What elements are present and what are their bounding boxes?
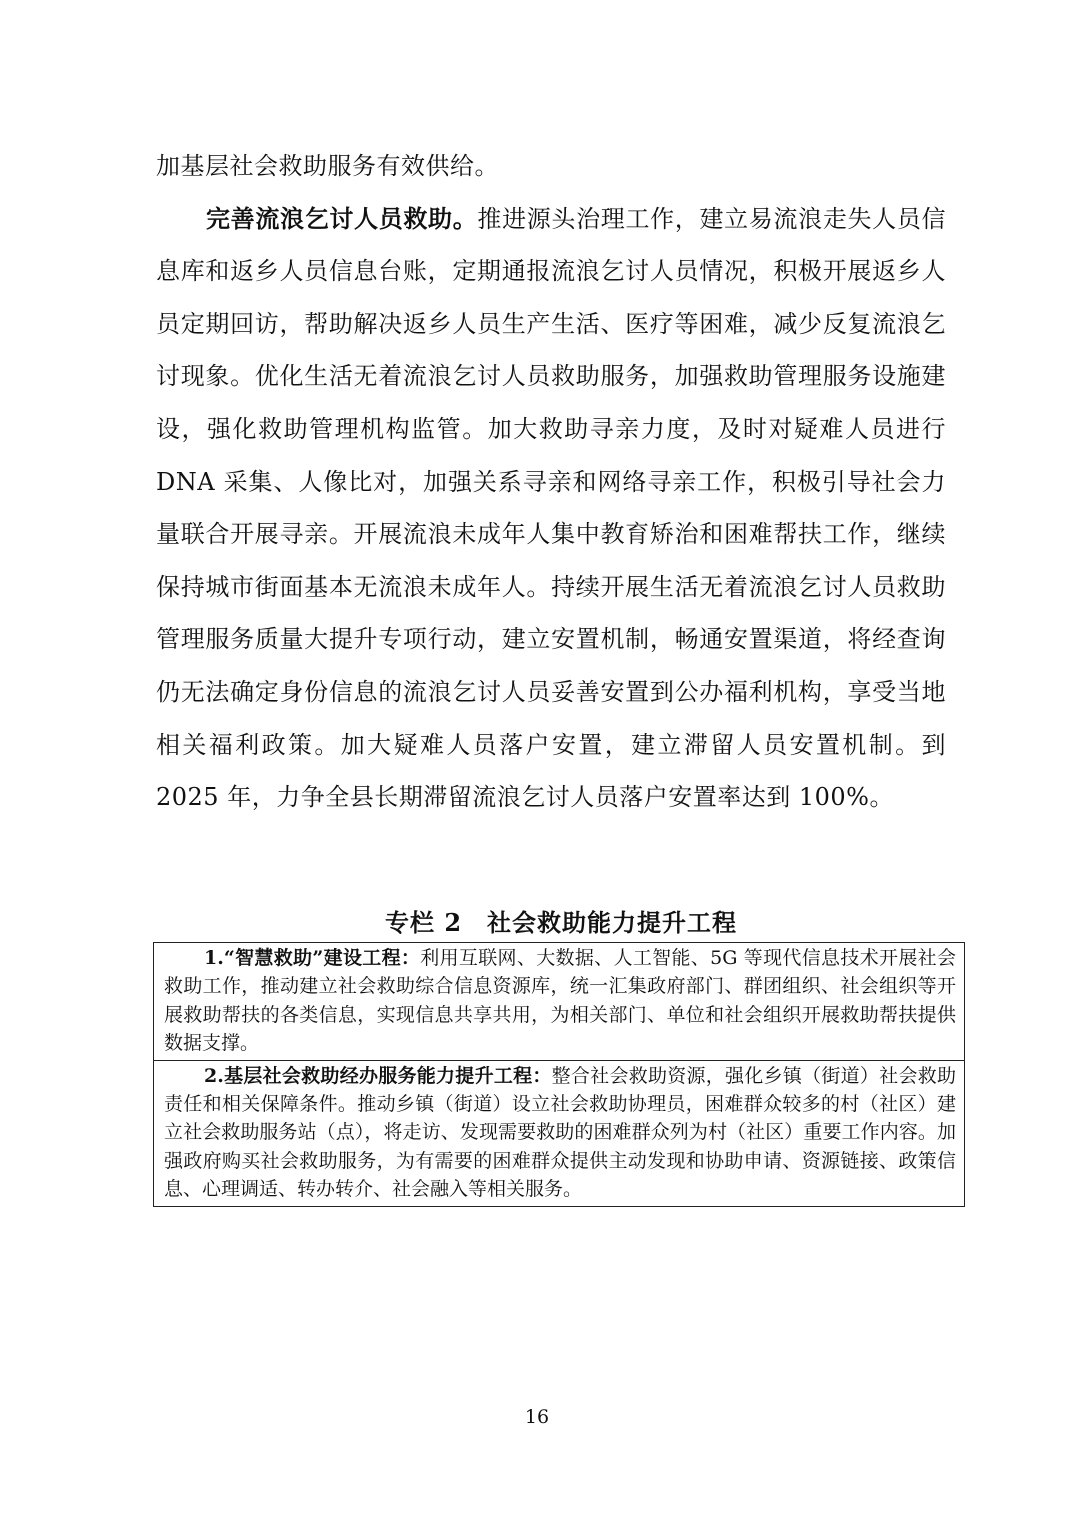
box-item-1-lead: 1.“智慧救助”建设工程： xyxy=(204,947,421,969)
box-item-2-body: 整合社会救助资源，强化乡镇（街道）社会救助责任和相关保障条件。推动乡镇（街道）设立社会救助协理员，困难群众较多的村（社区）建立社会救助服务站（点），将走访、发现需要救助的困难群众列为村（社区）重要工作内容。加强政府购买社会救助服务，为有需要的困难群众提供主动发现和协助申请、资源链接、政策信息、心理调适、转办转介、社会融入等相关服务。 xyxy=(164,1064,956,1201)
box-item-2 xyxy=(154,1060,964,1206)
box-title: 专栏 2 社会救助能力提升工程 xyxy=(384,908,738,937)
main-body xyxy=(156,140,946,824)
feature-box xyxy=(153,942,965,1207)
section-body: 推进源头治理工作，建立易流浪走失人员信息库和返乡人员信息台账，定期通报流浪乞讨人员情况，积极开展返乡人员定期回访，帮助解决返乡人员生产生活、医疗等困难，减少反复流浪乞讨现象。优化生活无着流浪乞讨人员救助服务，加强救助管理服务设施建设，强化救助管理机构监管。加大救助寻亲力度，及时对疑难人员进行 DNA 采集、人像比对，加强关系寻亲和网络寻亲工作，积极引导社会力量联合开展寻亲。开展流浪未成年人集中教育矫治和困难帮扶工作，继续保持城市街面基本无流浪未成年人。持续开展生活无着流浪乞讨人员救助管理服务质量大提升专项行动，建立安置机制，畅通安置渠道，将经查询仍无法确定身份信息的流浪乞讨人员妥善安置到公办福利机构，享受当地相关福利政策。加大疑难人员落户安置，建立滞留人员安置机制。到 2025 年，力争全县长期滞留流浪乞讨人员落户安置率达到 100%。 xyxy=(156,204,947,812)
box-item-2-lead: 2.基层社会救助经办服务能力提升工程： xyxy=(204,1064,552,1087)
intro-paragraph: 加基层社会救助服务有效供给。 xyxy=(156,152,499,180)
section-paragraph xyxy=(156,193,946,824)
page-number: 16 xyxy=(524,1406,550,1428)
section-lead: 完善流浪乞讨人员救助。 xyxy=(206,203,478,233)
box-item-1-body: 利用互联网、大数据、人工智能、5G 等现代信息技术开展社会救助工作，推动建立社会救助综合信息资源库，统一汇集政府部门、群团组织、社会组织等开展救助帮扶的各类信息，实现信息共享共用，为相关部门、单位和社会组织开展救助帮扶提供数据支撑。 xyxy=(164,947,956,1055)
box-item-1 xyxy=(154,943,964,1060)
